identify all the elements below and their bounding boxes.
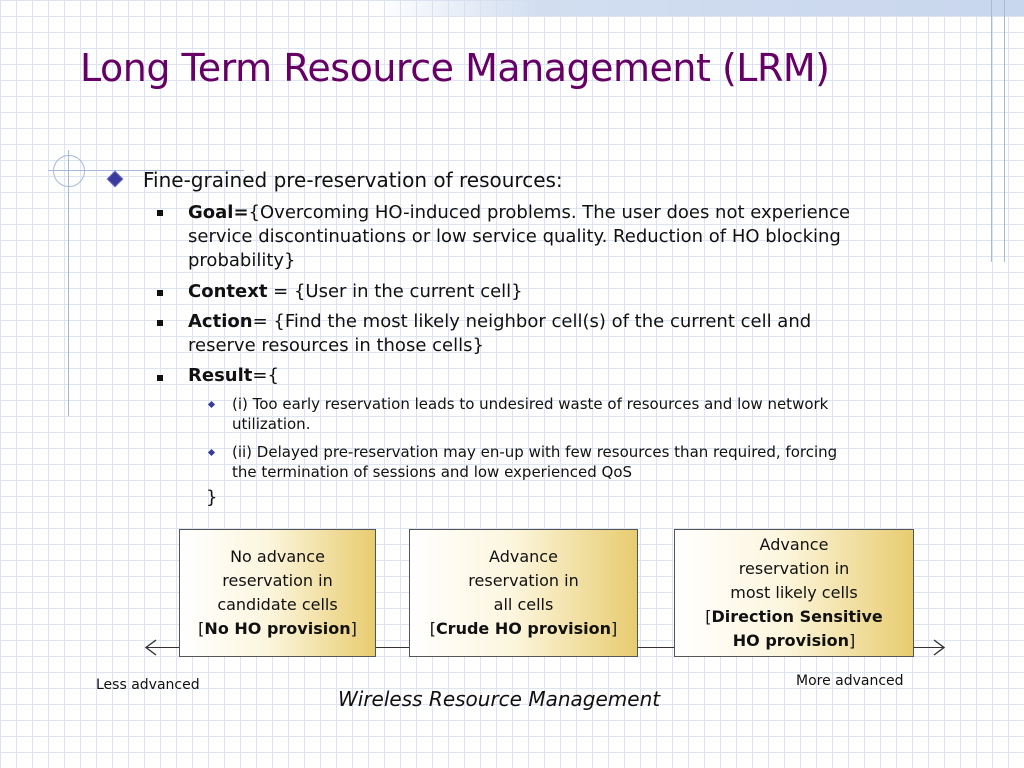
action-label: Action [188,311,253,332]
context-item [188,280,948,304]
bullet-square-icon [157,290,163,296]
action-text-line2: reserve resources in those cells} [188,335,484,356]
close-brace: } [206,487,218,508]
stage-box-no-advance [179,529,376,657]
box-line2: reservation in [468,571,579,590]
box-line1: Advance [759,535,829,554]
slide-footer: Wireless Resource Management [338,687,661,711]
goal-text-line3: probability} [188,250,296,271]
goal-text-line1: {Overcoming HO-induced problems. The user does not experience [248,202,851,223]
left-arrowhead-icon [143,639,157,656]
goal-label: Goal= [188,202,249,223]
context-text: = {User in the current cell} [267,281,523,302]
result-label: Result [188,365,253,386]
bullet-square-icon [157,375,163,381]
box-line5: HO provision] [732,631,856,650]
result-item [188,364,948,388]
slide-title: Long Term Resource Management (LRM) [80,46,830,90]
sub-item-line2: utilization. [232,415,311,433]
sub-item-line1: (i) Too early reservation leads to undesired waste of resources and low network [232,395,829,413]
goal-item [188,201,948,273]
sub-item [232,394,952,434]
less-advanced-label: Less advanced [96,677,200,693]
box-line3: all cells [493,595,554,614]
box-line2: reservation in [738,559,850,578]
action-item [188,310,948,358]
box-line3: most likely cells [730,583,858,602]
bullet-diamond-icon [108,172,122,186]
box-line4: [Crude HO provision] [429,619,618,638]
box-bold-label: HO provision [732,631,849,650]
right-decor-line-2 [1004,0,1005,262]
box-line2: reservation in [222,571,333,590]
sub-item [232,442,952,482]
context-label: Context [188,281,268,302]
right-arrowhead-icon [933,639,947,656]
right-decor-line-1 [991,0,992,262]
box-line1: Advance [489,547,558,566]
box-bold-label: Direction Sensitive [711,607,883,626]
box-line3: candidate cells [217,595,338,614]
box-line4: [No HO provision] [198,619,357,638]
box-line1: No advance [230,547,325,566]
left-decor-line [68,150,69,416]
small-diamond-icon [208,449,215,456]
stage-box-all-cells [409,529,638,657]
box-bold-label: No HO provision [204,619,351,638]
box-line4: [Direction Sensitive [705,607,883,626]
bullet-square-icon [157,320,163,326]
decor-circle [53,155,85,187]
box-bold-label: Crude HO provision [435,619,612,638]
top-decor-band [376,0,1024,16]
sub-item-line1: (ii) Delayed pre-reservation may en-up with few resources than required, forcing [232,443,838,461]
sub-item-line2: the termination of sessions and low experienced QoS [232,463,633,481]
small-diamond-icon [208,401,215,408]
more-advanced-label: More advanced [796,673,904,689]
stage-box-most-likely [674,529,914,657]
result-text: ={ [252,365,279,386]
main-bullet-text: Fine-grained pre-reservation of resources: [143,168,563,192]
bullet-square-icon [157,210,163,216]
goal-text-line2: service discontinuations or low service quality. Reduction of HO blocking [188,226,841,247]
action-text-line1: = {Find the most likely neighbor cell(s) of the current cell and [252,311,812,332]
